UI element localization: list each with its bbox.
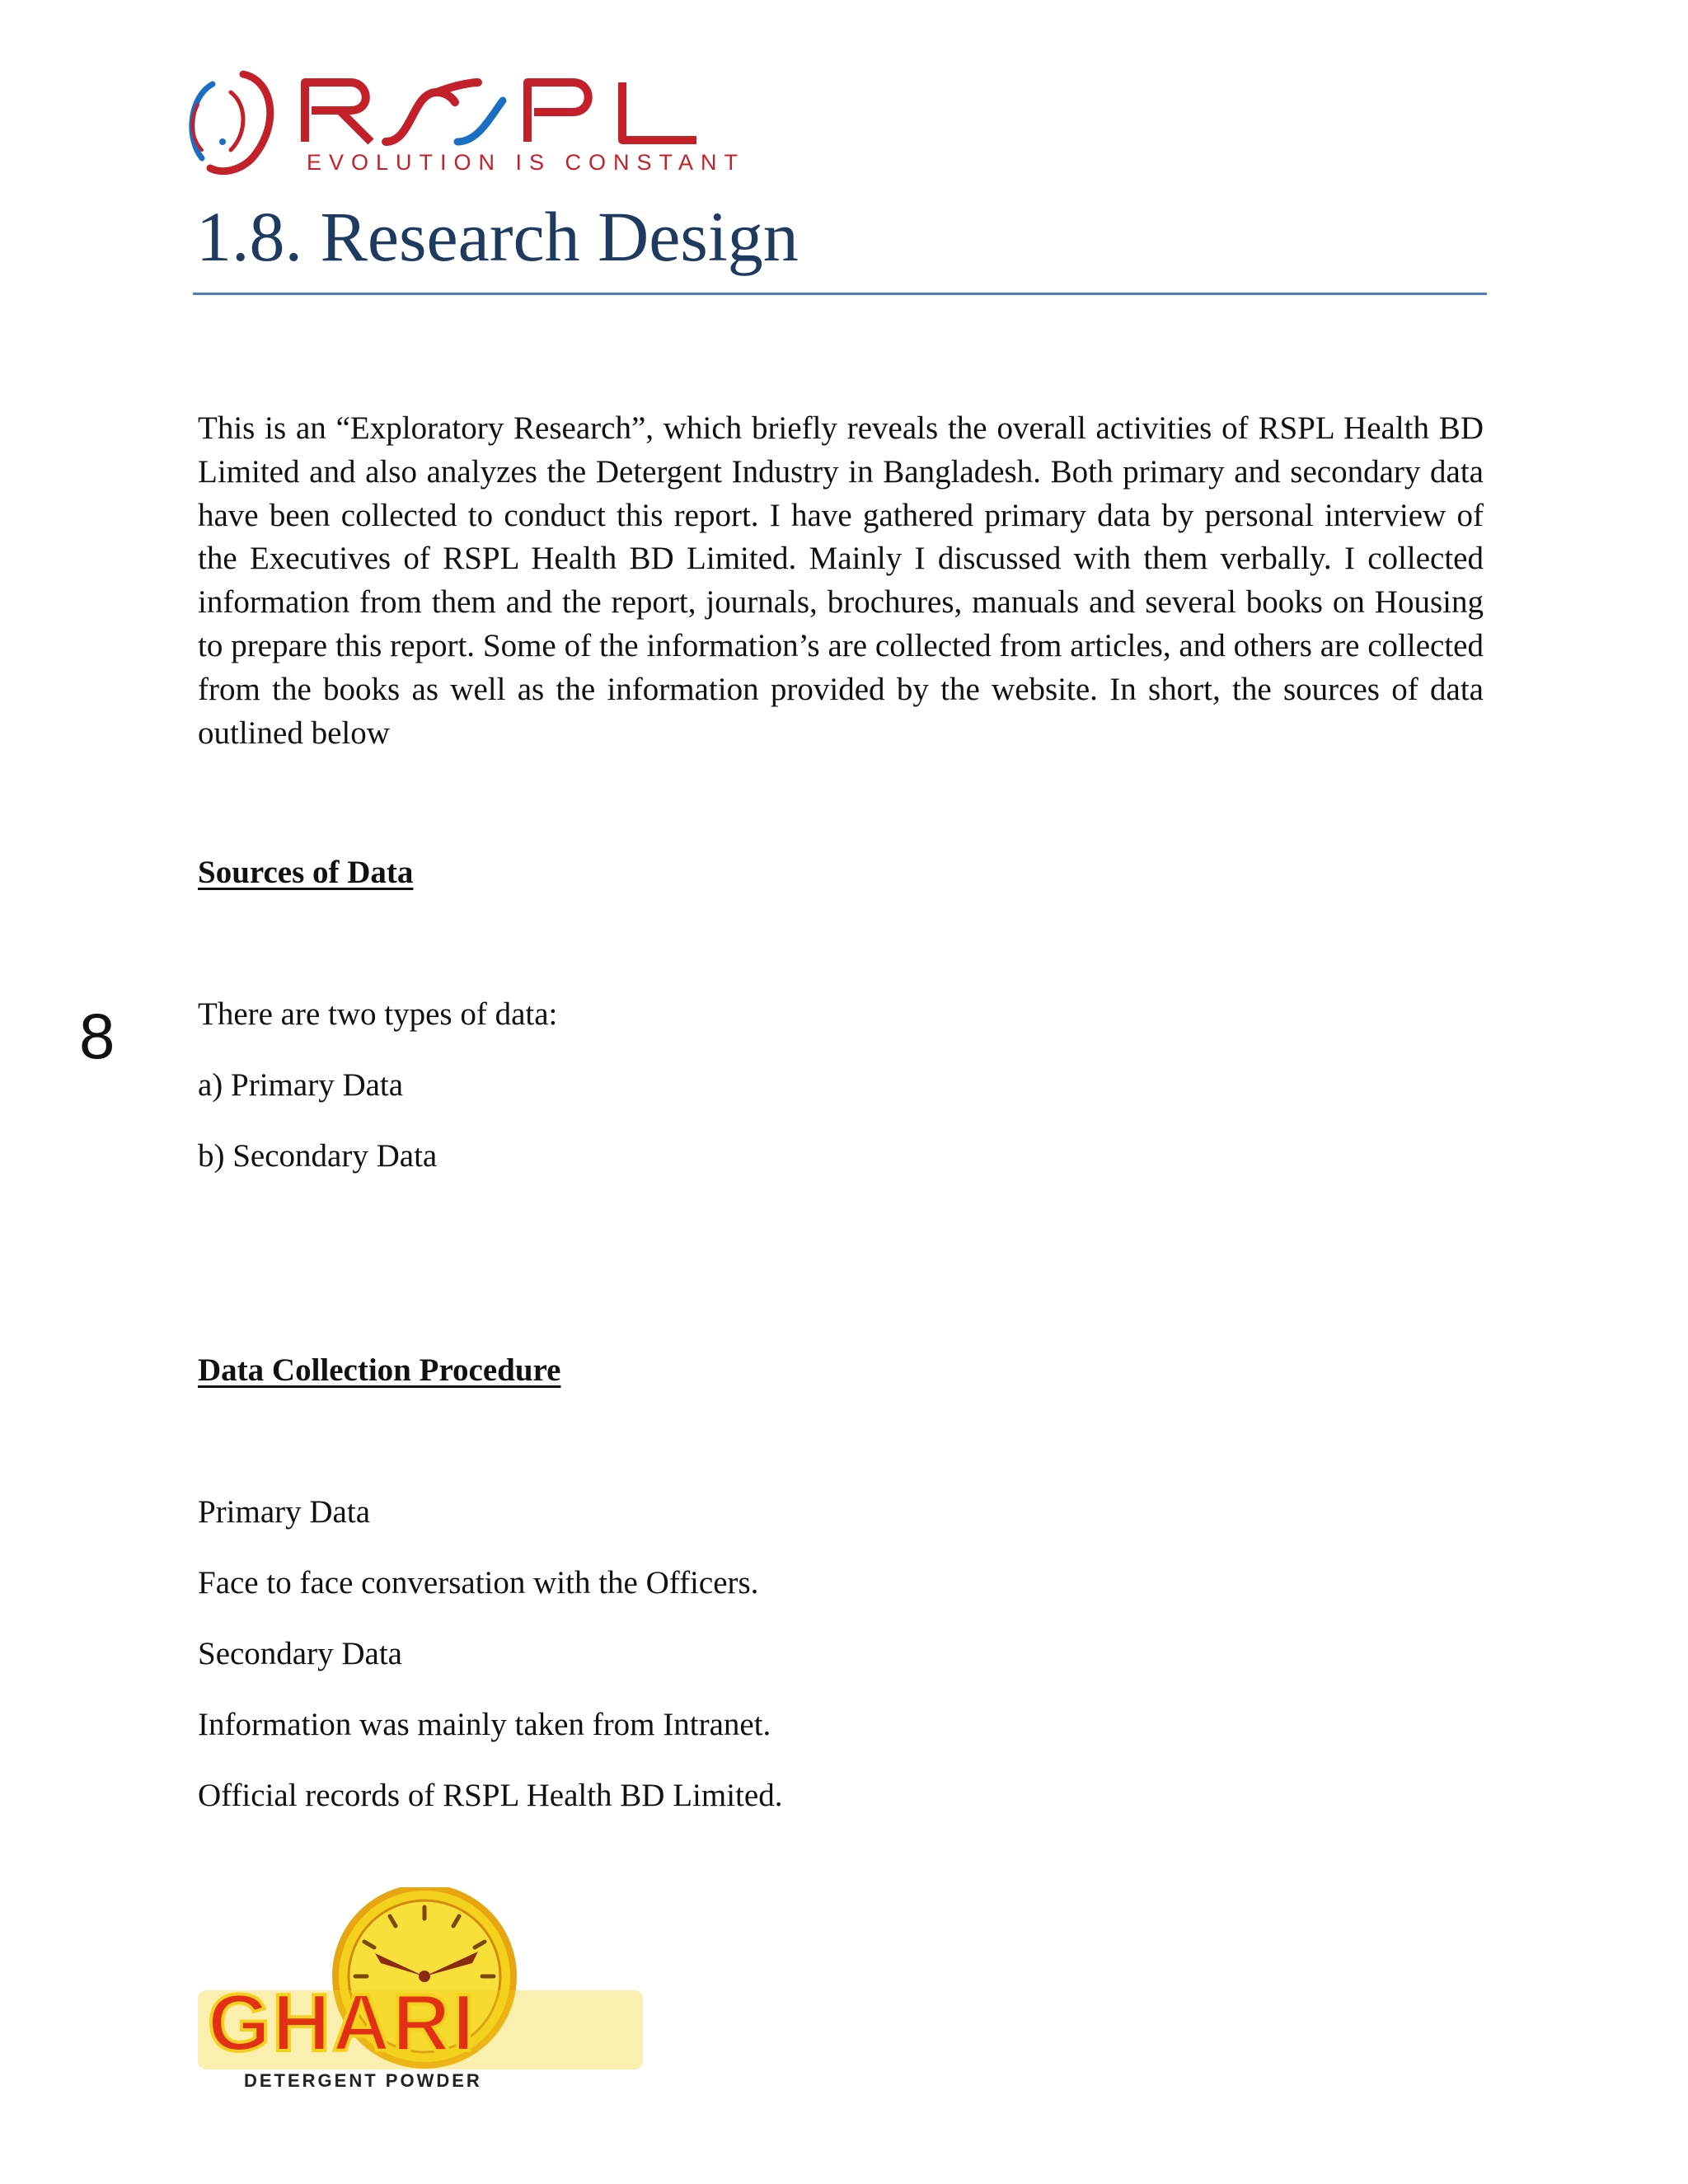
intro-paragraph: This is an “Exploratory Research”, which briefly reveals the overall activities of RSPL Health BD Limited and also analyzes the Detergent Industry in Bangladesh. Both primary and secondary data have been collected to conduct this report. I have gathered primary data by personal interview of the Executives of RSPL Health BD Limited. Mainly I discussed with them verbally. I collected information from them and the report, journals, brochures, manuals and several books on Housing to prepare this report. Some of the information’s are collected from articles, and others are collected from the books as well as the information provided by the website. In short, the sources of data outlined below [198, 410, 1484, 751]
rspl-logo [165, 59, 746, 191]
list-item: b) Secondary Data [198, 1138, 438, 1174]
secondary-data-item: Information was mainly taken from Intranet. [198, 1707, 771, 1742]
sources-intro: There are two types of data: [198, 996, 558, 1032]
ghari-logo [198, 1887, 659, 2091]
secondary-data-label: Secondary Data [198, 1636, 402, 1671]
ghari-subtitle: DETERGENT POWDER [244, 2070, 482, 2091]
primary-data-item: Face to face conversation with the Officers. [198, 1565, 759, 1601]
title-divider [193, 293, 1487, 295]
list-item: a) Primary Data [198, 1067, 404, 1103]
page-number: 8 [79, 1000, 115, 1072]
logo-tagline: EVOLUTION IS CONSTANT [307, 150, 746, 175]
procedure-heading: Data Collection Procedure [198, 1352, 561, 1388]
sources-heading: Sources of Data [198, 855, 414, 890]
primary-data-label: Primary Data [198, 1494, 371, 1530]
secondary-data-item: Official records of RSPL Health BD Limited. [198, 1778, 783, 1813]
section-title: 1.8. Research Design [196, 197, 799, 276]
ghari-wordmark: GHARI [208, 1977, 476, 2068]
